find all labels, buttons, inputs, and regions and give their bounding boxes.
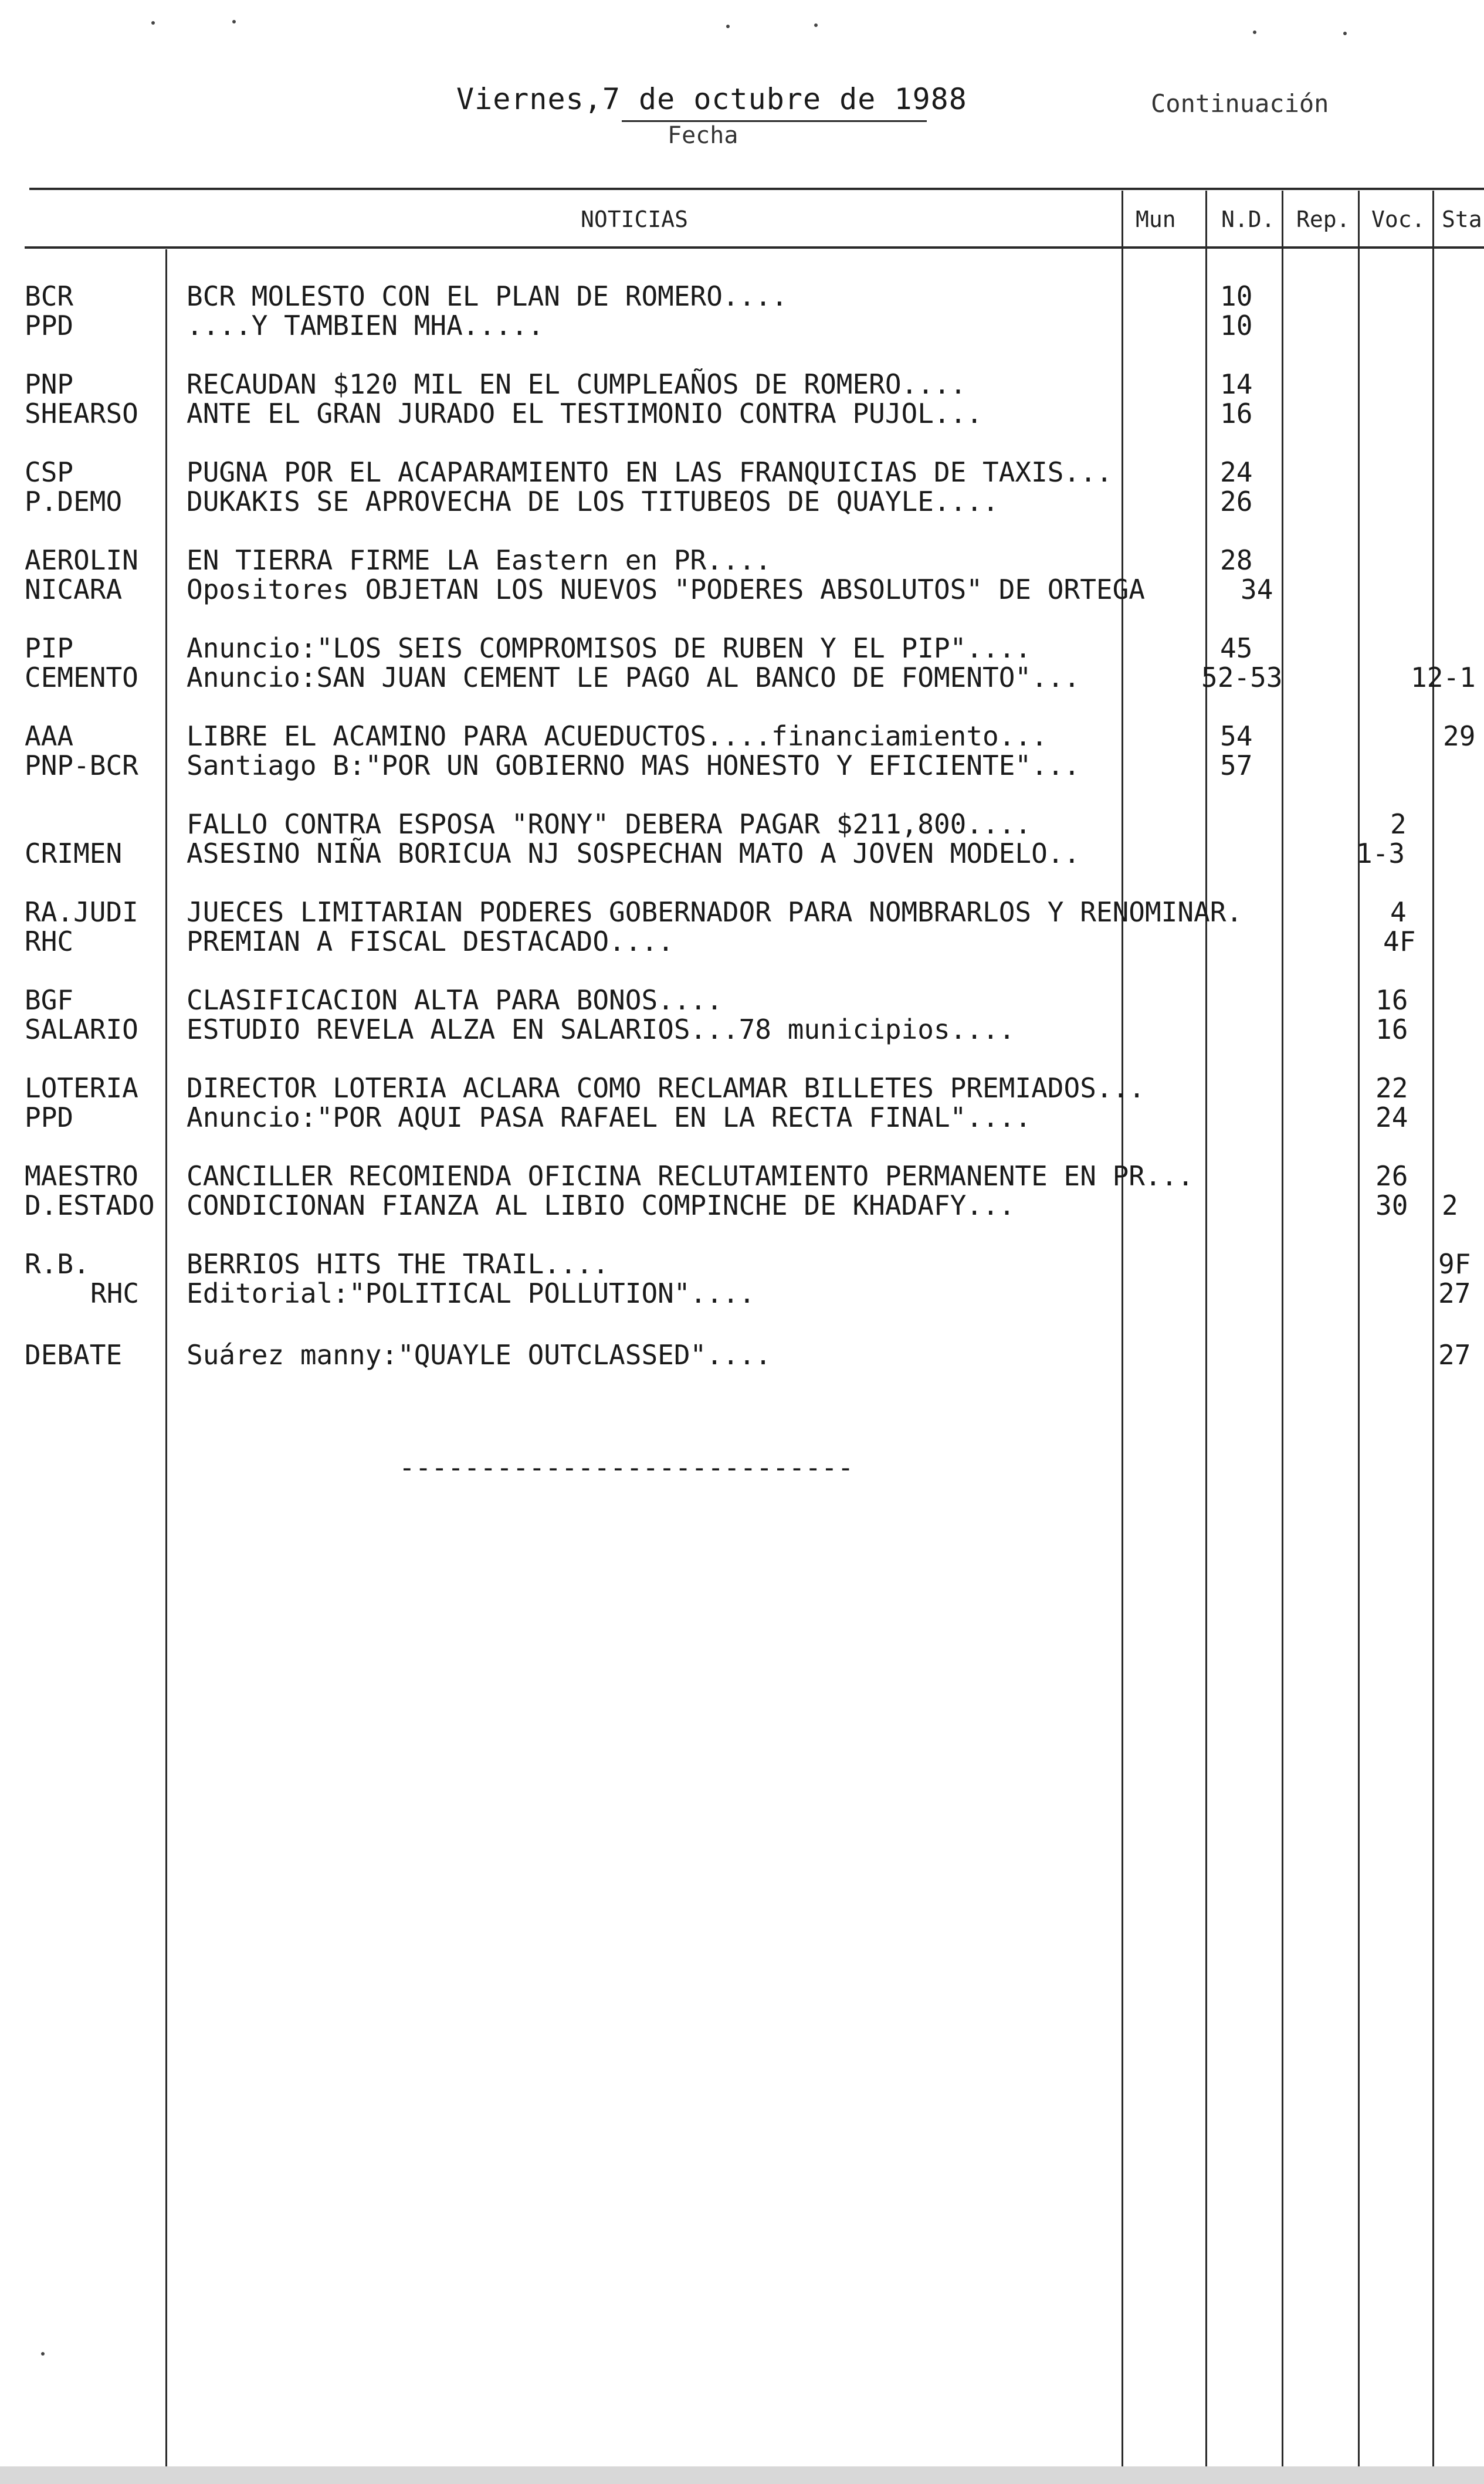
row-headline: ANTE EL GRAN JURADO EL TESTIMONIO CONTRA PUJOL... (187, 398, 983, 429)
row-headline: JUECES LIMITARIAN PODERES GOBERNADOR PARA NOMBRARLOS Y RENOMINAR. (187, 896, 1243, 928)
row-code: RHC (25, 926, 74, 957)
row-sta: 29 (1443, 720, 1476, 752)
scan-speck (814, 23, 818, 27)
date-caption: Fecha (668, 122, 738, 149)
row-code: D.ESTADO (25, 1190, 155, 1221)
row-voc: 4F (1383, 926, 1416, 957)
col-header-noticias: NOTICIAS (581, 206, 689, 232)
row-nd: 14 (1220, 368, 1253, 400)
row-voc: 24 (1375, 1102, 1408, 1133)
row-nd: 52-53 (1201, 662, 1283, 693)
row-code: SHEARSO (25, 398, 138, 429)
col-rule-voc (1358, 191, 1360, 2466)
col-rule-code (165, 249, 167, 2466)
row-nd: 34 (1241, 574, 1273, 605)
row-headline: DUKAKIS SE APROVECHA DE LOS TITUBEOS DE QUAYLE.... (187, 486, 999, 517)
row-nd: 16 (1220, 398, 1253, 429)
row-headline: ....Y TAMBIEN MHA..... (187, 310, 544, 341)
row-nd: 57 (1220, 750, 1253, 781)
row-headline: Anuncio:SAN JUAN CEMENT LE PAGO AL BANCO DE FOMENTO"... (187, 662, 1080, 693)
row-headline: FALLO CONTRA ESPOSA "RONY" DEBERA PAGAR $211,800.... (187, 808, 1032, 840)
table-header-rule (25, 246, 1484, 249)
row-headline: LIBRE EL ACAMINO PARA ACUEDUCTOS....financiamiento... (187, 720, 1048, 752)
row-headline: Anuncio:"POR AQUI PASA RAFAEL EN LA RECTA FINAL".... (187, 1102, 1032, 1133)
col-rule-mun (1122, 191, 1123, 2466)
row-headline: Santiago B:"POR UN GOBIERNO MAS HONESTO Y EFICIENTE"... (187, 750, 1080, 781)
row-code: CEMENTO (25, 662, 138, 693)
row-voc: 4 (1390, 896, 1407, 928)
row-code: PPD (25, 310, 74, 341)
row-sta: 12-1 (1411, 662, 1476, 693)
row-headline: BCR MOLESTO CON EL PLAN DE ROMERO.... (187, 280, 788, 312)
row-voc: 22 (1375, 1072, 1408, 1104)
col-header-nd: N.D. (1221, 206, 1275, 232)
row-voc: 30 (1375, 1190, 1408, 1221)
row-headline: Editorial:"POLITICAL POLLUTION".... (187, 1277, 755, 1309)
col-rule-rep (1282, 191, 1283, 2466)
col-header-sta: Sta (1442, 206, 1482, 232)
col-rule-sta (1432, 191, 1434, 2466)
row-code: DEBATE (25, 1339, 123, 1371)
table-top-rule (29, 188, 1484, 190)
row-voc: 16 (1375, 984, 1408, 1016)
row-headline: Opositores OBJETAN LOS NUEVOS "PODERES ABSOLUTOS" DE ORTEGA (187, 574, 1145, 605)
row-code: PNP (25, 368, 74, 400)
row-headline: PREMIAN A FISCAL DESTACADO.... (187, 926, 674, 957)
document-date: Viernes,7 de octubre de 1988 (456, 82, 967, 116)
end-separator: ---------------------------- (399, 1452, 854, 1483)
row-headline: EN TIERRA FIRME LA Eastern en PR.... (187, 544, 771, 576)
row-code: CRIMEN (25, 838, 123, 869)
row-nd: 10 (1220, 280, 1253, 312)
row-nd: 28 (1220, 544, 1253, 576)
row-headline: CANCILLER RECOMIENDA OFICINA RECLUTAMIENTO PERMANENTE EN PR... (187, 1160, 1194, 1192)
col-header-mun: Mun (1136, 206, 1176, 232)
row-code: CSP (25, 456, 74, 488)
scan-speck (1343, 32, 1347, 35)
col-header-voc: Voc. (1371, 206, 1425, 232)
col-header-rep: Rep. (1296, 206, 1350, 232)
row-voc: 16 (1375, 1014, 1408, 1045)
row-nd: 24 (1220, 456, 1253, 488)
row-code: PPD (25, 1102, 74, 1133)
row-nd: 54 (1220, 720, 1253, 752)
row-voc: 26 (1375, 1160, 1408, 1192)
scan-speck (1253, 31, 1256, 34)
row-headline: CONDICIONAN FIANZA AL LIBIO COMPINCHE DE KHADAFY... (187, 1190, 1015, 1221)
col-rule-nd (1205, 191, 1207, 2466)
row-sta: 27 (1438, 1339, 1471, 1371)
row-headline: ESTUDIO REVELA ALZA EN SALARIOS...78 municipios.... (187, 1014, 1015, 1045)
row-headline: Anuncio:"LOS SEIS COMPROMISOS DE RUBEN Y EL PIP".... (187, 632, 1032, 664)
row-code: RA.JUDI (25, 896, 138, 928)
row-nd: 26 (1220, 486, 1253, 517)
row-code: AEROLIN (25, 544, 138, 576)
row-sta: 9F (1438, 1248, 1471, 1280)
row-nd: 10 (1220, 310, 1253, 341)
row-sta: 2 (1442, 1190, 1458, 1221)
scan-bottom-edge (0, 2466, 1484, 2484)
scan-speck (41, 2352, 45, 2356)
scan-speck (151, 21, 155, 25)
row-code: NICARA (25, 574, 123, 605)
row-sta: 27 (1438, 1277, 1471, 1309)
row-code: MAESTRO (25, 1160, 138, 1192)
row-code: AAA (25, 720, 74, 752)
row-code: BGF (25, 984, 74, 1016)
row-headline: ASESINO NIÑA BORICUA NJ SOSPECHAN MATO A JOVEN MODELO.. (187, 838, 1080, 869)
row-code: RHC (90, 1277, 140, 1309)
row-code: PNP-BCR (25, 750, 138, 781)
row-voc: 2 (1390, 808, 1407, 840)
row-headline: Suárez manny:"QUAYLE OUTCLASSED".... (187, 1339, 771, 1371)
row-headline: PUGNA POR EL ACAPARAMIENTO EN LAS FRANQUICIAS DE TAXIS... (187, 456, 1113, 488)
continuation-label: Continuación (1151, 89, 1329, 118)
row-nd: 45 (1220, 632, 1253, 664)
row-headline: DIRECTOR LOTERIA ACLARA COMO RECLAMAR BILLETES PREMIADOS... (187, 1072, 1145, 1104)
row-code: LOTERIA (25, 1072, 138, 1104)
row-code: R.B. (25, 1248, 90, 1280)
row-code: PIP (25, 632, 74, 664)
row-headline: BERRIOS HITS THE TRAIL.... (187, 1248, 609, 1280)
row-code: P.DEMO (25, 486, 123, 517)
scan-speck (232, 20, 236, 23)
row-voc: 1-3 (1356, 838, 1405, 869)
row-code: SALARIO (25, 1014, 138, 1045)
row-headline: RECAUDAN $120 MIL EN EL CUMPLEAÑOS DE ROMERO.... (187, 368, 967, 400)
row-headline: CLASIFICACION ALTA PARA BONOS.... (187, 984, 723, 1016)
scan-speck (726, 25, 730, 28)
row-code: BCR (25, 280, 74, 312)
